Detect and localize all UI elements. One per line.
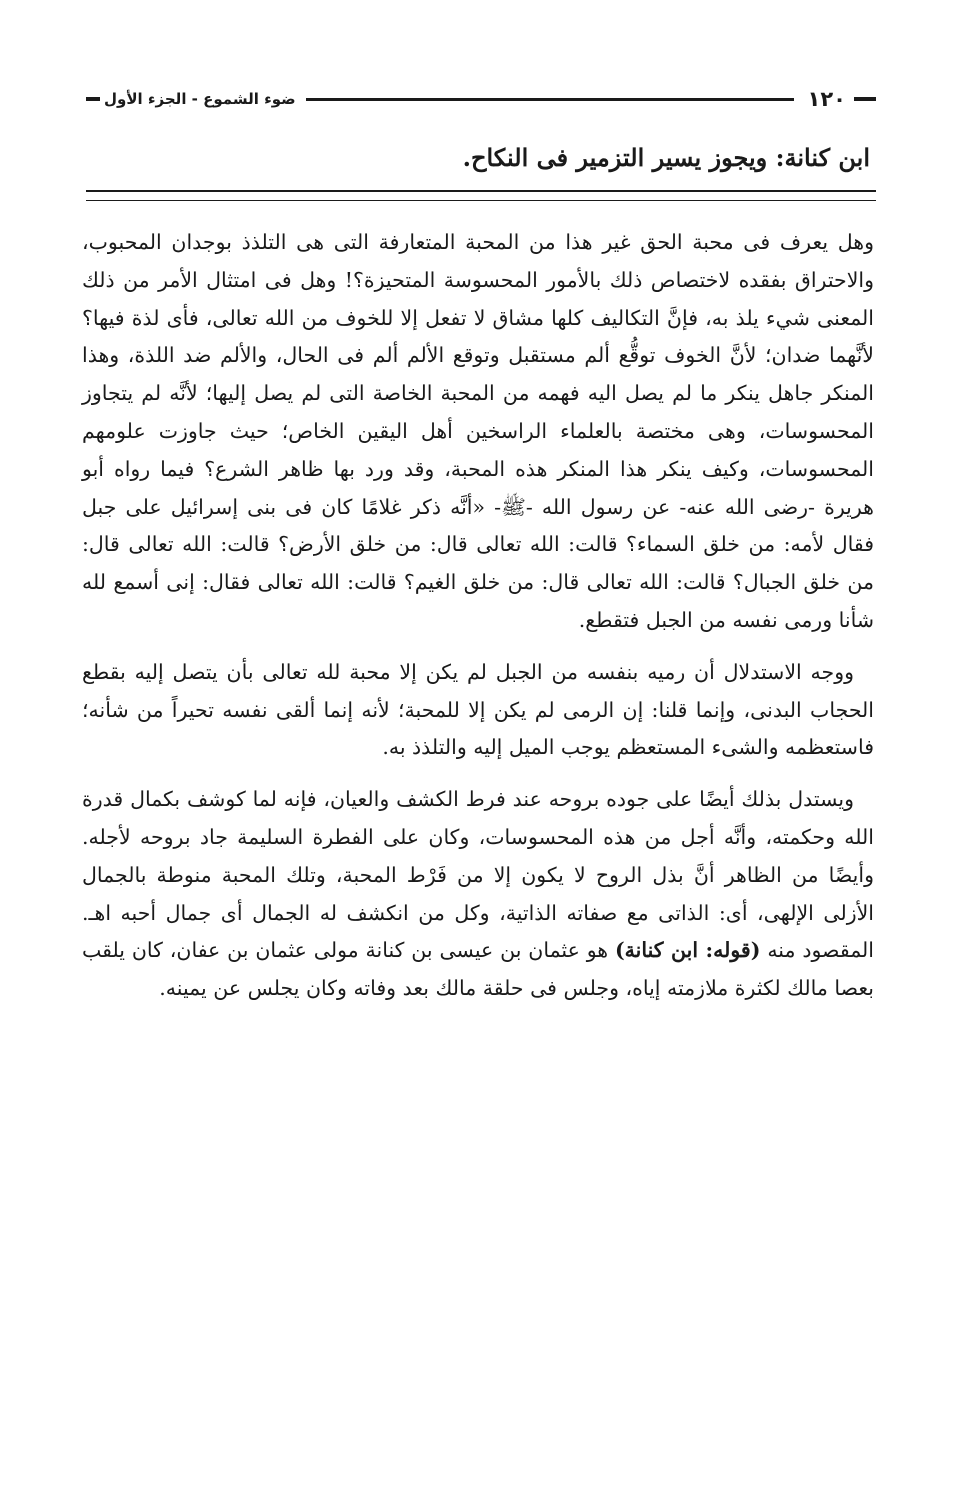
header-dash-right [854,97,876,101]
qawluhu-label: (قوله: ابن كنانة) [614,938,761,963]
paragraph-1: وهل يعرف فى محبة الحق غير هذا من المحبة المتعارفة التى هى التلذذ بوجدان المحبوب، والاحتراق بفقده لاختصاص ذلك بالأمور المحسوسة المتحيزة؟! وهل فى امتثال الأمر من ذلك المعنى شيء يلذ به، فإنَّ التكاليف كلها مشاق لا تفعل إلا للخوف من الله تعالى، فأى لذة فيها؟ لأنَّهما ضدان؛ لأنَّ الخوف توقُّع ألم مستقبل وتوقع الألم ألم فى الحال، والألم ضد اللذة، وهذا المنكر جاهل ينكر ما لم يصل اليه فهمه من المحبة الخاصة التى لم يصل إليها؛ لأنَّه لم يتجاوز المحسوسات، وهى مختصة بالعلماء الراسخين أهل اليقين الخاص؛ حيث جاوزت علومهم المحسوسات، وكيف ينكر هذا المنكر هذه المحبة، وقد ورد بها ظاهر الشرع؟ فيما رواه أبو هريرة -رضى الله عنه- عن رسول الله -ﷺ- «أنَّه ذكر غلامًا كان فى بنى إسرائيل على جبل فقال لأمه: من خلق السماء؟ قالت: الله تعالى قال: من خلق الأرض؟ قالت: الله تعالى قال: من خلق الجبال؟ قالت: الله تعالى قال: من خلق الغيم؟ قالت: الله تعالى فقال: إنى أسمع لله شأنا ورمى نفسه من الجبل فتقطع. [82,230,874,632]
page-number: ١٢٠ [807,87,846,111]
paragraph-3-text-a: ويستدل بذلك أيضًا على جوده بروحه عند فرط الكشف والعيان، فإنه لما كوشف بكمال قدرة الله وحكمته، وأنَّه أجل من هذه المحسوسات، وكان على الفطرة السليمة جاد بروحه لأجله. وأيضًا من الظاهر أنَّ بذل الروح لا يكون إلا من فَرْط المحبة، وتلك المحبة منوطة بالجمال الأزلى الإلهى، أى: الذاتى مع صفاته الذاتية، وكل من انكشف له الجمال أى جمال أحبه اهـ. المقصود منه [82,787,874,963]
page-header [86,82,876,116]
matn-text: ابن كنانة: ويجوز يسير التزمير فى النكاح. [462,143,870,172]
running-title: ضوء الشموع - الجزء الأول [104,90,296,108]
header-dash-left [86,97,100,101]
section-separator [86,190,876,201]
paragraph-3-text-b: هو عثمان بن عيسى بن كنانة مولى عثمان بن عفان، كان يلقب بعصا مالك لكثرة ملازمته إياه، وجلس فى حلقة مالك بعد وفاته وكان يجلس عن يمينه. [82,938,874,1001]
header-rule [306,98,794,101]
paragraph-3 [82,781,874,1008]
paragraph-2: ووجه الاستدلال أن رميه بنفسه من الجبل لم يكن إلا محبة لله تعالى بأن يتصل إليه بقطع الحجاب البدنى، وإنما قلنا: إن الرمى لم يكن إلا للمحبة؛ لأنه إنما ألقى نفسه تحيراً من شأنه؛ فاستعظمه والشىء المستعظم يوجب الميل إليه والتلذذ به. [82,659,874,760]
commentary-body [82,224,874,1022]
